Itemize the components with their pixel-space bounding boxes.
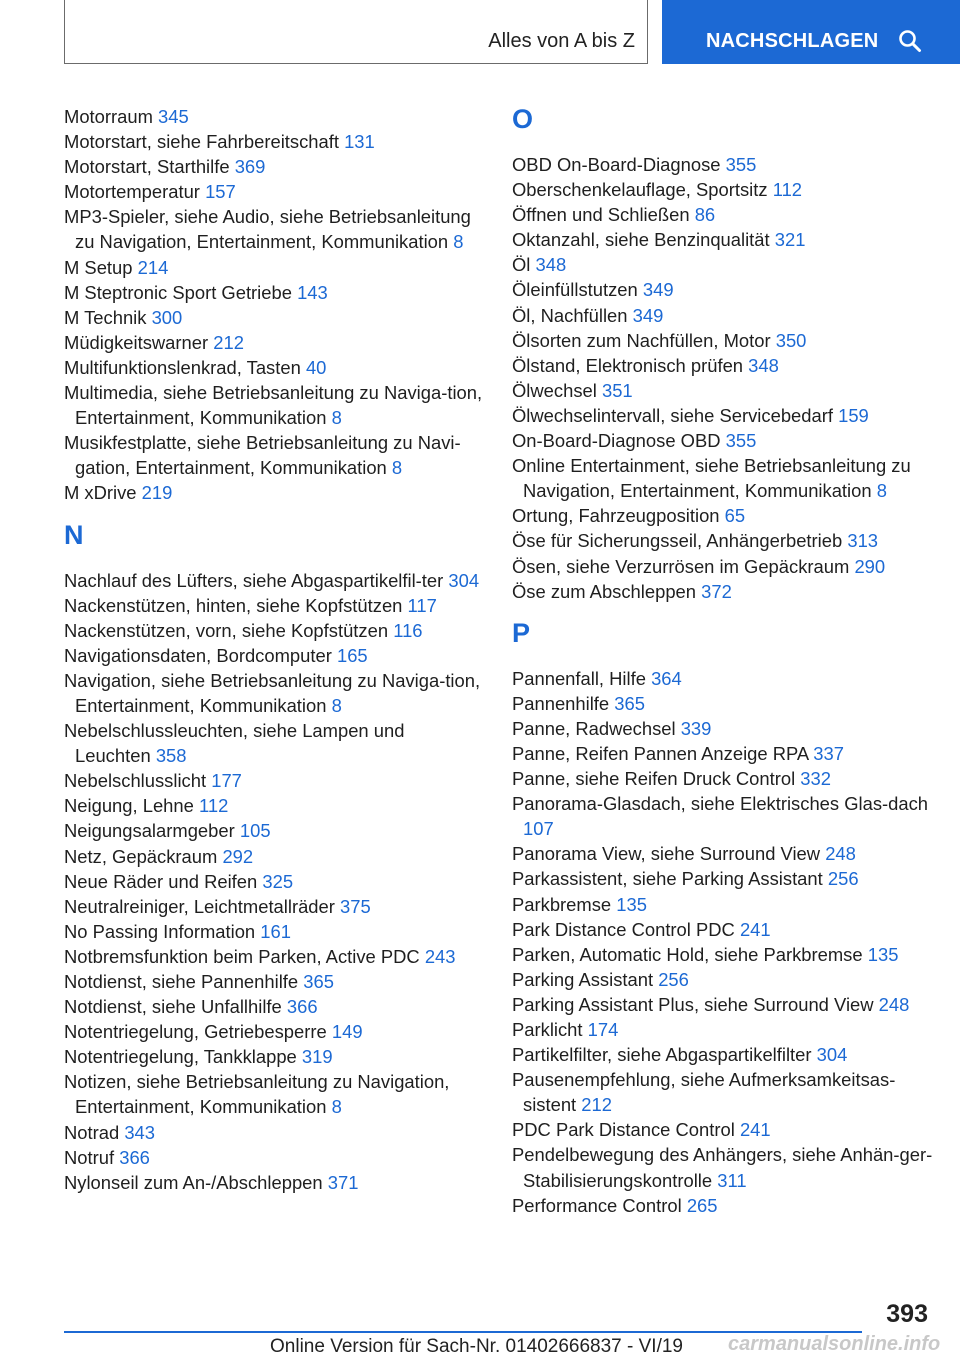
page-link[interactable]: 372: [701, 580, 732, 602]
index-entry-text: Öl: [512, 254, 531, 276]
index-entry: [512, 1017, 942, 1042]
index-entry-text: Neigung, Lehne: [64, 795, 194, 817]
page-link[interactable]: 350: [775, 329, 807, 351]
page-link[interactable]: 117: [407, 594, 437, 616]
index-entry: [512, 766, 942, 791]
index-entry-text: Ortung, Fahrzeugposition: [512, 505, 720, 527]
page-link[interactable]: 349: [632, 304, 664, 326]
index-entry: [512, 528, 942, 553]
index-entry-text: Öleinfüllstutzen: [512, 279, 638, 301]
index-group-m: [64, 104, 484, 506]
index-entry: [512, 992, 942, 1017]
index-entry-text: Nackenstützen, hinten, siehe Kopfstützen: [64, 594, 403, 616]
page-link[interactable]: 365: [303, 971, 334, 992]
index-entry: [512, 579, 942, 604]
index-group-n: [64, 568, 484, 1195]
index-entry: [512, 917, 942, 942]
index-entry: [64, 643, 484, 668]
index-entry-text: Parklicht: [512, 1019, 583, 1040]
page-link[interactable]: 265: [686, 1194, 718, 1216]
nachschlagen-tab[interactable]: [662, 0, 960, 64]
page-link[interactable]: 248: [878, 993, 910, 1015]
watermark-logo: carmanualsonline.info: [728, 1333, 941, 1355]
page-link[interactable]: 8: [331, 1096, 342, 1118]
index-entry-text: Öse für Sicherungsseil, Anhängerbetrieb: [512, 530, 843, 552]
page-link[interactable]: 243: [424, 945, 456, 967]
index-entry: [64, 818, 484, 843]
index-entry-text: Parken, Automatic Hold, siehe Parkbremse: [512, 943, 863, 965]
index-entry-text: Performance Control: [512, 1194, 682, 1216]
page-link[interactable]: 116: [393, 619, 423, 641]
index-entry-text: Navigation, siehe Betriebsanleitung zu Naviga-tion, Entertainment, Kommunikation: [64, 669, 481, 716]
page-link[interactable]: 8: [391, 457, 403, 479]
index-entry-text: Öse zum Abschleppen: [512, 580, 697, 602]
index-entry: [512, 691, 942, 716]
index-entry: [64, 305, 484, 330]
index-entry: [64, 480, 484, 505]
index-entry-text: Pendelbewegung des Anhängers, siehe Anhän-ger-Stabilisierungskontrolle: [512, 1144, 933, 1191]
index-entry: [64, 179, 484, 204]
index-entry-text: Ösen, siehe Verzurrösen im Gepäckraum: [512, 555, 850, 577]
index-entry-text: Panne, Reifen Pannen Anzeige RPA: [512, 742, 809, 764]
page-link[interactable]: 313: [847, 530, 879, 552]
index-entry: [64, 894, 484, 919]
index-entry: [64, 844, 484, 869]
page-link[interactable]: 351: [601, 379, 633, 401]
index-entry-text: Notrad: [64, 1121, 120, 1143]
index-entry: [64, 430, 484, 480]
page-number: 393: [886, 1300, 928, 1328]
index-entry-text: OBD On-Board-Diagnose: [512, 154, 721, 175]
index-entry: [512, 716, 942, 741]
index-entry: [512, 152, 942, 177]
page-link[interactable]: 337: [813, 742, 844, 764]
index-entry: [512, 328, 942, 353]
index-entry: [64, 869, 484, 894]
index-entry-text: Panorama View, siehe Surround View: [512, 843, 821, 865]
index-letter-n: N: [64, 519, 84, 550]
index-entry: [64, 919, 484, 944]
page-link[interactable]: 358: [155, 745, 187, 767]
index-entry-text: M xDrive: [64, 482, 137, 504]
page-link[interactable]: 325: [262, 870, 294, 892]
index-entry-text: MP3-Spieler, siehe Audio, siehe Betriebsanleitung zu Navigation, Entertainment, Kommunikation: [64, 206, 471, 253]
index-entry: [64, 1069, 484, 1119]
index-entry: [64, 568, 484, 593]
index-entry-text: Neutralreiniger, Leichtmetallräder: [64, 895, 335, 917]
page-link[interactable]: 343: [124, 1121, 156, 1143]
index-entry-text: Panne, siehe Reifen Druck Control: [512, 768, 796, 790]
index-entry: [512, 892, 942, 917]
nachschlagen-tab-label: NACHSCHLAGEN: [706, 30, 879, 52]
index-entry-text: Oberschenkelauflage, Sportsitz: [512, 179, 768, 201]
page-link[interactable]: 212: [213, 331, 244, 353]
index-entry-text: Motorstart, siehe Fahrbereitschaft: [64, 131, 339, 153]
index-entry-text: Motortemperatur: [64, 181, 200, 203]
page-link[interactable]: 107: [523, 818, 554, 840]
page-link[interactable]: 149: [331, 1021, 363, 1043]
page-link[interactable]: 174: [587, 1019, 619, 1040]
index-entry: [64, 1019, 484, 1044]
page-link[interactable]: 214: [137, 256, 169, 278]
index-entry: [64, 718, 484, 768]
index-entry-text: Pannenfall, Hilfe: [512, 667, 646, 689]
page-link[interactable]: 290: [854, 555, 886, 577]
index-entry-text: PDC Park Distance Control: [512, 1119, 735, 1141]
index-entry-text: M Technik: [64, 306, 147, 328]
index-entry: [512, 1142, 942, 1192]
index-entry-text: Notdienst, siehe Unfallhilfe: [64, 996, 282, 1018]
index-entry: [512, 453, 942, 503]
index-entry: [64, 204, 484, 254]
page-link[interactable]: 345: [158, 106, 189, 127]
page-link[interactable]: 371: [327, 1171, 359, 1193]
index-entry: [64, 994, 484, 1019]
page-link[interactable]: 369: [234, 156, 266, 178]
index-entry-text: Parkassistent, siehe Parking Assistant: [512, 868, 823, 890]
index-entry-text: Nebelschlussleuchten, siehe Lampen und Leuchten: [64, 720, 405, 767]
index-entry-text: M Setup: [64, 256, 133, 278]
index-entry: [64, 1170, 484, 1195]
index-entry-text: On-Board-Diagnose OBD: [512, 430, 721, 452]
page-link[interactable]: 219: [141, 482, 173, 504]
page-link[interactable]: 348: [748, 354, 779, 376]
page-link[interactable]: 157: [205, 181, 236, 203]
search-icon[interactable]: [898, 29, 922, 53]
index-entry-text: Park Distance Control PDC: [512, 918, 735, 940]
page-link[interactable]: 112: [772, 179, 803, 201]
page-link[interactable]: 248: [825, 843, 856, 865]
index-entry: [64, 355, 484, 380]
index-entry: [64, 618, 484, 643]
index-entry: [512, 1117, 942, 1142]
index-entry-text: Nackenstützen, vorn, siehe Kopfstützen: [64, 619, 389, 641]
index-entry: [64, 380, 484, 430]
page-link[interactable]: 366: [286, 996, 318, 1018]
page-link[interactable]: 161: [260, 920, 291, 942]
index-letter-o: O: [512, 104, 534, 134]
page-link[interactable]: 241: [739, 918, 771, 940]
index-entry: [512, 791, 942, 841]
page-link[interactable]: 366: [119, 1146, 150, 1168]
index-entry: [512, 1067, 942, 1117]
page-link[interactable]: 292: [222, 845, 254, 867]
page-link[interactable]: 8: [876, 480, 887, 502]
page-link[interactable]: 135: [867, 943, 899, 965]
index-entry-text: Ölstand, Elektronisch prüfen: [512, 354, 744, 376]
page-link[interactable]: 86: [694, 204, 716, 226]
page-link[interactable]: 8: [331, 407, 342, 429]
page-link[interactable]: 65: [724, 505, 746, 527]
index-entry: [512, 428, 942, 453]
page-link[interactable]: 300: [151, 306, 183, 328]
index-letter-p: P: [512, 617, 531, 648]
index-entry-text: Nebelschlusslicht: [64, 770, 207, 792]
page-link[interactable]: 349: [642, 279, 674, 301]
index-entry: [512, 1193, 942, 1218]
index-entry: [512, 942, 942, 967]
index-entry: [64, 154, 484, 179]
page-link[interactable]: 212: [581, 1094, 612, 1116]
index-entry-text: Online Entertainment, siehe Betriebsanleitung zu Navigation, Entertainment, Kommunikation: [512, 455, 911, 502]
page-link[interactable]: 311: [717, 1169, 747, 1191]
page-link[interactable]: 241: [739, 1119, 771, 1141]
index-entry-text: Panorama-Glasdach, siehe Elektrisches Glas-dach: [512, 793, 929, 815]
page-link[interactable]: 321: [774, 229, 806, 251]
page-link[interactable]: 339: [680, 717, 712, 739]
index-entry-text: Panne, Radwechsel: [512, 717, 676, 739]
index-entry: [512, 252, 942, 277]
index-entry-text: Netz, Gepäckraum: [64, 845, 218, 867]
index-entry-text: Motorstart, Starthilfe: [64, 156, 230, 178]
index-entry: [512, 967, 942, 992]
index-entry-text: Notentriegelung, Getriebesperre: [64, 1021, 327, 1043]
index-column-left: [64, 104, 484, 1195]
index-entry-text: Öl, Nachfüllen: [512, 304, 628, 326]
page-link[interactable]: 135: [616, 893, 647, 915]
page-link[interactable]: 375: [340, 895, 371, 917]
index-entry: [512, 303, 942, 328]
index-entry-text: Parking Assistant: [512, 968, 654, 990]
page-link[interactable]: 348: [535, 254, 567, 276]
page-link[interactable]: 355: [725, 430, 757, 452]
index-entry: [512, 177, 942, 202]
index-entry: [64, 330, 484, 355]
index-entry: [512, 403, 942, 428]
index-entry: [64, 1044, 484, 1069]
page-link[interactable]: 304: [448, 569, 480, 591]
index-entry: [64, 944, 484, 969]
page-link[interactable]: 256: [827, 868, 859, 890]
index-entry-text: Neigungsalarmgeber: [64, 820, 235, 842]
index-entry-text: Pausenempfehlung, siehe Aufmerksamkeitsas-sistent: [512, 1069, 896, 1116]
index-column-right: [512, 104, 942, 1218]
index-entry: [64, 668, 484, 718]
index-entry: [64, 280, 484, 305]
page-link[interactable]: 256: [658, 968, 689, 990]
page-link[interactable]: 105: [239, 820, 271, 842]
index-entry-text: Öffnen und Schließen: [512, 204, 690, 226]
index-entry: [512, 1042, 942, 1067]
index-entry: [512, 741, 942, 766]
page-link[interactable]: 319: [301, 1046, 333, 1068]
index-entry: [512, 227, 942, 252]
page-link[interactable]: 40: [305, 356, 327, 378]
index-entry: [512, 866, 942, 891]
index-entry-text: Partikelfilter, siehe Abgaspartikelfilter: [512, 1044, 812, 1066]
index-entry-text: Motorraum: [64, 106, 153, 127]
page-link[interactable]: 364: [651, 667, 682, 689]
page-link[interactable]: 143: [297, 281, 328, 303]
index-entry-text: Notentriegelung, Tankklappe: [64, 1046, 297, 1068]
index-entry-text: Navigationsdaten, Bordcomputer: [64, 644, 332, 666]
index-entry-text: Multimedia, siehe Betriebsanleitung zu Naviga-tion, Entertainment, Kommunikation: [64, 382, 483, 429]
section-title: Alles von A bis Z: [488, 30, 635, 52]
index-entry-text: Oktanzahl, siehe Benzinqualität: [512, 229, 770, 251]
index-entry-text: Nachlauf des Lüfters, siehe Abgaspartikelfil-ter: [64, 569, 444, 591]
index-entry-text: M Steptronic Sport Getriebe: [64, 281, 292, 303]
index-entry-text: Ölsorten zum Nachfüllen, Motor: [512, 329, 771, 351]
index-group-p: [512, 666, 942, 1218]
index-entry: [64, 104, 484, 129]
index-entry-text: Ölwechselintervall, siehe Servicebedarf: [512, 404, 833, 426]
index-entry: [64, 255, 484, 280]
index-entry-text: Musikfestplatte, siehe Betriebsanleitung zu Navi-gation, Entertainment, Kommunikation: [64, 432, 461, 479]
footer-text: Online Version für Sach-Nr. 01402666837 - VI/19: [270, 1336, 683, 1357]
index-entry: [512, 666, 942, 691]
index-entry: [512, 202, 942, 227]
page-link[interactable]: 165: [336, 644, 368, 666]
index-entry-text: Nylonseil zum An-/Abschleppen: [64, 1171, 323, 1193]
index-entry-text: Parkbremse: [512, 893, 612, 915]
index-entry: [64, 593, 484, 618]
page-link[interactable]: 131: [344, 131, 375, 153]
index-entry: [512, 841, 942, 866]
index-entry-text: Notdienst, siehe Pannenhilfe: [64, 971, 299, 992]
index-entry-text: Notizen, siehe Betriebsanleitung zu Navigation, Entertainment, Kommunikation: [64, 1071, 450, 1118]
index-entry: [64, 969, 484, 994]
header-section-box: [64, 0, 648, 64]
index-entry: [512, 554, 942, 579]
index-entry: [64, 1120, 484, 1145]
index-entry: [512, 378, 942, 403]
page-link[interactable]: 332: [800, 768, 831, 790]
page-link[interactable]: 365: [614, 692, 645, 714]
index-entry: [512, 353, 942, 378]
index-entry: [64, 768, 484, 793]
index-entry: [64, 129, 484, 154]
index-entry-text: Ölwechsel: [512, 379, 597, 401]
page-link[interactable]: 8: [453, 231, 464, 253]
index-entry: [64, 1145, 484, 1170]
index-entry: [512, 277, 942, 302]
index-entry: [512, 503, 942, 528]
page-link[interactable]: 177: [211, 770, 242, 792]
index-group-o: [512, 152, 942, 604]
page-link[interactable]: 304: [816, 1044, 848, 1066]
index-entry-text: Müdigkeitswarner: [64, 331, 209, 353]
index-entry-text: Parking Assistant Plus, siehe Surround View: [512, 993, 874, 1015]
page-link[interactable]: 159: [838, 404, 869, 426]
page-link[interactable]: 355: [725, 154, 757, 175]
index-entry-text: No Passing Information: [64, 920, 256, 942]
index-entry-text: Neue Räder und Reifen: [64, 870, 258, 892]
index-entry: [64, 793, 484, 818]
index-entry-text: Notruf: [64, 1146, 115, 1168]
page-link[interactable]: 112: [199, 795, 229, 817]
index-entry-text: Notbremsfunktion beim Parken, Active PDC: [64, 945, 420, 967]
page-link[interactable]: 8: [331, 694, 342, 716]
index-entry-text: Pannenhilfe: [512, 692, 610, 714]
index-entry-text: Multifunktionslenkrad, Tasten: [64, 356, 301, 378]
